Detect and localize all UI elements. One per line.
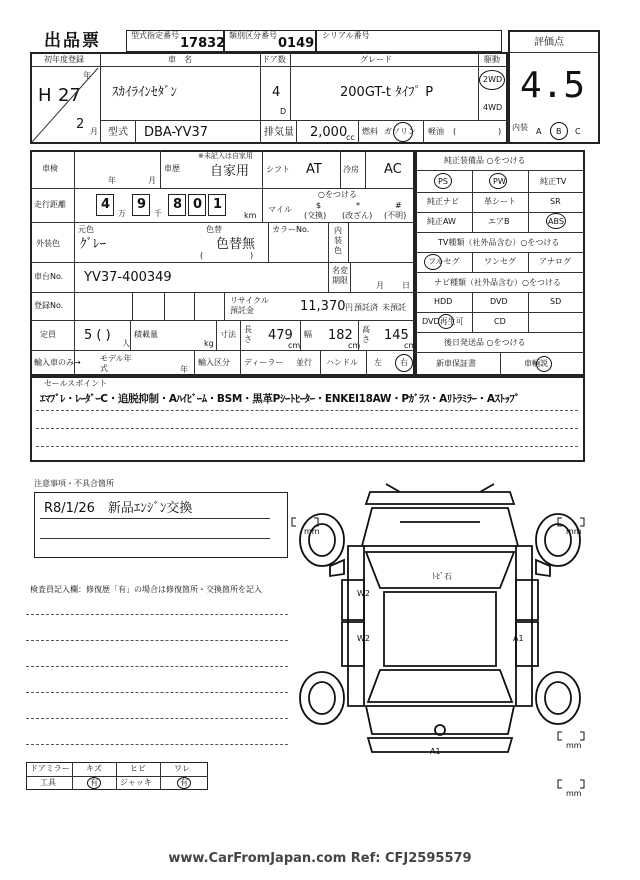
navi-sd: SD <box>550 297 562 306</box>
fuel-diesel: 軽油 <box>428 127 444 136</box>
interior-b: B <box>556 127 562 136</box>
grade-value: 200GT-t ﾀｲﾌﾟ P <box>340 85 434 100</box>
fuel-gasoline-circle <box>393 122 413 142</box>
orig-color-value: ｸﾞﾚｰ <box>80 237 106 252</box>
recycle-paid: 預託済 <box>354 303 378 312</box>
navi-dvd-play: DVD再生可 <box>422 317 464 326</box>
width-unit: cm <box>348 341 361 350</box>
diagram-mm-front-left: mm <box>304 527 320 536</box>
notes-label: 注意事項・不具合箇所 <box>34 479 114 488</box>
diagram-mm-front-right: mm <box>566 527 582 536</box>
length-label: 長さ <box>244 325 252 344</box>
orig-color-label: 元色 <box>78 225 94 234</box>
mileage-digit-2-value: 9 <box>137 197 147 212</box>
tools-door-mirror: ドアミラー <box>30 764 70 773</box>
drive-2wd-circle <box>479 70 505 90</box>
form-title: 出品票 <box>44 31 101 51</box>
navi-cd: CD <box>494 317 506 326</box>
interior-label: 内装 <box>512 123 528 132</box>
exchange-symbol: $ <box>316 201 322 210</box>
equip-abs: ABS <box>548 217 564 226</box>
import-type-label: 輸入区分 <box>198 358 230 367</box>
type-number-label: 型式指定番号 <box>131 31 179 40</box>
tools-jack: ジャッキ <box>120 778 152 787</box>
chassis-label: 車台No. <box>34 272 64 281</box>
capacity-value: 5 ( ) <box>84 328 111 343</box>
name-change-day: 日 <box>402 281 410 290</box>
equip-tv: 純正TV <box>540 177 567 186</box>
color-change-label: 色替 <box>206 225 222 234</box>
height-label: 高さ <box>362 325 370 344</box>
use-note: ※未記入は自家用 <box>198 152 253 160</box>
ac-value: AC <box>384 162 402 177</box>
displacement-value: 2,000 <box>310 125 348 140</box>
serial-label: シリアル番号 <box>322 31 370 40</box>
drive-2wd: 2WD <box>483 75 503 84</box>
mileage-man-unit: 万 <box>118 209 126 218</box>
tv-fullseg-circle <box>424 254 442 270</box>
name-change-label: 名変期限 <box>332 266 348 285</box>
tools-crack: ヒビ <box>130 764 146 773</box>
handle-right-circle <box>395 354 413 372</box>
inspection-month-unit: 月 <box>148 176 156 185</box>
equip-abs-circle <box>546 213 566 229</box>
tools-jack-have: 有 <box>180 778 188 787</box>
first-reg-month-unit: 月 <box>90 127 98 136</box>
navi-hdd: HDD <box>434 297 453 306</box>
height-value: 145 <box>384 328 409 343</box>
equip-ps: PS <box>438 177 448 186</box>
tools-jack-have-circle <box>177 777 191 789</box>
displacement-label: 排気量 <box>264 127 294 138</box>
diagram-mark-w2-front: W2 <box>357 589 370 598</box>
handle-right: 右 <box>400 358 408 367</box>
modified-text: (改ざん) <box>342 211 373 220</box>
color-no-label: カラーNo. <box>272 225 310 234</box>
displacement-unit: cc <box>346 133 355 142</box>
first-reg-year: 27 <box>58 85 81 106</box>
mileage-digit-1-value: 4 <box>101 197 111 212</box>
equipment-title: 純正装備品 ○をつける <box>444 156 526 165</box>
type-number-value: 17832 <box>180 36 226 51</box>
tv-title: TV種類（社外品含む）○をつける <box>438 238 560 247</box>
equip-sr: SR <box>550 197 561 206</box>
sales-point-block <box>30 376 585 462</box>
length-value: 479 <box>268 328 293 343</box>
capacity-unit: 人 <box>122 339 130 348</box>
tools-tool: 工具 <box>40 778 56 787</box>
mileage-check-label: ○をつける <box>318 190 357 199</box>
class-number-value: 0149 <box>278 36 315 51</box>
inspection-year-unit: 年 <box>108 176 116 185</box>
recycle-value: 11,370 <box>300 299 346 314</box>
chassis-value: YV37-400349 <box>84 270 172 285</box>
later-manual: 車輌説 <box>524 359 548 368</box>
tools-tool-have: 有 <box>90 778 98 787</box>
diagram-mark-a1-rear: A1 <box>430 747 441 756</box>
color-change-value: 色替無 <box>216 237 256 252</box>
recycle-unit: 円 <box>345 303 353 312</box>
model-year-unit: 年 <box>180 365 188 374</box>
inspection-label: 車検 <box>42 164 58 173</box>
score-label: 評価点 <box>534 37 564 48</box>
unknown-symbol: # <box>395 201 402 210</box>
mileage-sen-unit: 千 <box>154 209 162 218</box>
height-unit: cm <box>404 341 417 350</box>
equip-ps-circle <box>434 173 452 189</box>
sales-point-text: ｴﾏﾌﾞﾚ・ﾚｰﾀﾞｰC・追脱抑制・Aﾊｲﾋﾞｰﾑ・BSM・黒革Pｼｰﾄﾋｰﾀｰ・ENKEI18AW・Pｶﾞﾗｽ・Aﾘﾄﾗﾐﾗｰ・Aｽﾄｯﾌﾟ <box>40 393 520 405</box>
notes-line1: R8/1/26 新品ｴﾝｼﾞﾝ交換 <box>44 501 193 516</box>
first-reg-year-unit: 年 <box>83 71 91 80</box>
car-damage-diagram <box>290 470 590 810</box>
equip-navi: 純正ナビ <box>427 197 459 206</box>
first-reg-label: 初年度登録 <box>44 55 84 64</box>
car-name-value: ｽｶｲﾗｲﾝｾﾀﾞﾝ <box>112 85 177 100</box>
interior-c: C <box>575 127 581 136</box>
footer-watermark: www.CarFromJapan.com Ref: CFJ2595579 <box>168 851 472 866</box>
capacity-label: 定員 <box>40 330 56 339</box>
interior-a: A <box>536 127 542 136</box>
ac-label: 冷房 <box>343 165 359 174</box>
navi-dvd: DVD <box>490 297 508 306</box>
first-reg-era: H <box>38 85 52 106</box>
exchange-text: (交換) <box>304 211 327 220</box>
tv-analog: アナログ <box>539 257 571 266</box>
model-type-label: 型式 <box>108 127 128 138</box>
equip-leather: 革シート <box>484 197 516 206</box>
diagram-mm-spare: mm <box>566 789 582 798</box>
mile-label: マイル <box>268 205 292 214</box>
dims-label: 寸法 <box>220 330 236 339</box>
later-title: 後日発送品 ○をつける <box>444 338 526 347</box>
diagram-mark-w2-rear: W2 <box>357 634 370 643</box>
unknown-text: (不明) <box>384 211 407 220</box>
width-value: 182 <box>328 328 353 343</box>
handle-left: 左 <box>374 358 382 367</box>
equip-airbag: エアB <box>488 217 510 226</box>
shift-value: AT <box>306 162 322 177</box>
doors-value: 4 <box>272 85 281 100</box>
mileage-digit-3-value: 8 <box>173 197 183 212</box>
use-value: 自家用 <box>210 164 250 179</box>
load-unit: kg <box>204 339 214 348</box>
recycle-label: リサイクル預託金 <box>230 296 269 315</box>
navi-dvd-play-circle <box>438 314 454 329</box>
diagram-mark-a1-right: A1 <box>513 634 524 643</box>
fuel-label: 燃料 <box>362 127 378 136</box>
regno-label: 登録No. <box>34 301 64 310</box>
model-type-value: DBA-YV37 <box>144 125 209 140</box>
navi-title: ナビ種類（社外品含む）○をつける <box>434 278 561 287</box>
tools-break: ワレ <box>174 764 190 773</box>
car-name-label: 車 名 <box>168 55 192 64</box>
handle-label: ハンドル <box>326 358 358 367</box>
mileage-km-unit: km <box>244 211 257 220</box>
door-type: D <box>280 107 287 116</box>
load-label: 積載量 <box>134 330 158 339</box>
sales-point-label: セールスポイント <box>44 379 108 388</box>
later-manual-circle <box>536 356 552 372</box>
diagram-mm-rear-right: mm <box>566 741 582 750</box>
tools-scratch: キズ <box>86 764 102 773</box>
mileage-digit-5-value: 1 <box>213 197 223 212</box>
tv-oneseg: ワンセグ <box>484 257 516 266</box>
interior-color-label: 内装色 <box>334 226 342 255</box>
interior-b-circle <box>550 122 568 140</box>
exterior-color-label: 外装色 <box>36 239 60 248</box>
inspector-label: 検査員記入欄：修復歴「有」の場合は修復箇所・交換箇所を記入 <box>30 585 262 594</box>
tv-fullseg: フルセグ <box>428 257 460 266</box>
length-unit: cm <box>288 341 301 350</box>
use-label: 車歴 <box>164 164 180 173</box>
import-dealer: ディーラー <box>244 358 284 367</box>
tools-tool-have-circle <box>87 777 101 789</box>
model-year-label: モデル年式 <box>100 354 132 373</box>
import-label: 輸入車のみ→ <box>34 358 81 367</box>
import-parallel: 並行 <box>296 358 312 367</box>
mileage-label: 走行距離 <box>34 200 66 209</box>
class-number-label: 類別区分番号 <box>229 31 277 40</box>
equip-pw: PW <box>493 177 506 186</box>
equip-aw: 純正AW <box>427 217 456 226</box>
first-reg-month: 2 <box>76 117 85 132</box>
fuel-gasoline: ガソリン <box>384 127 416 136</box>
recycle-unpaid: 未預託 <box>382 303 406 312</box>
drive-4wd: 4WD <box>483 103 503 112</box>
mileage-digit-4-value: 0 <box>193 197 203 212</box>
shift-label: シフト <box>266 165 290 174</box>
score-value: 4.5 <box>520 65 586 106</box>
width-label: 幅 <box>304 330 312 339</box>
grade-label: グレード <box>360 55 392 64</box>
equip-pw-circle <box>489 173 507 189</box>
modified-symbol: * <box>356 201 360 210</box>
diagram-mark-stone: ﾄﾋﾞ石 <box>432 572 452 581</box>
name-change-month: 月 <box>376 281 384 290</box>
doors-label: ドア数 <box>262 55 286 64</box>
later-warranty: 新車保証書 <box>436 359 476 368</box>
drive-label: 駆動 <box>484 55 500 64</box>
